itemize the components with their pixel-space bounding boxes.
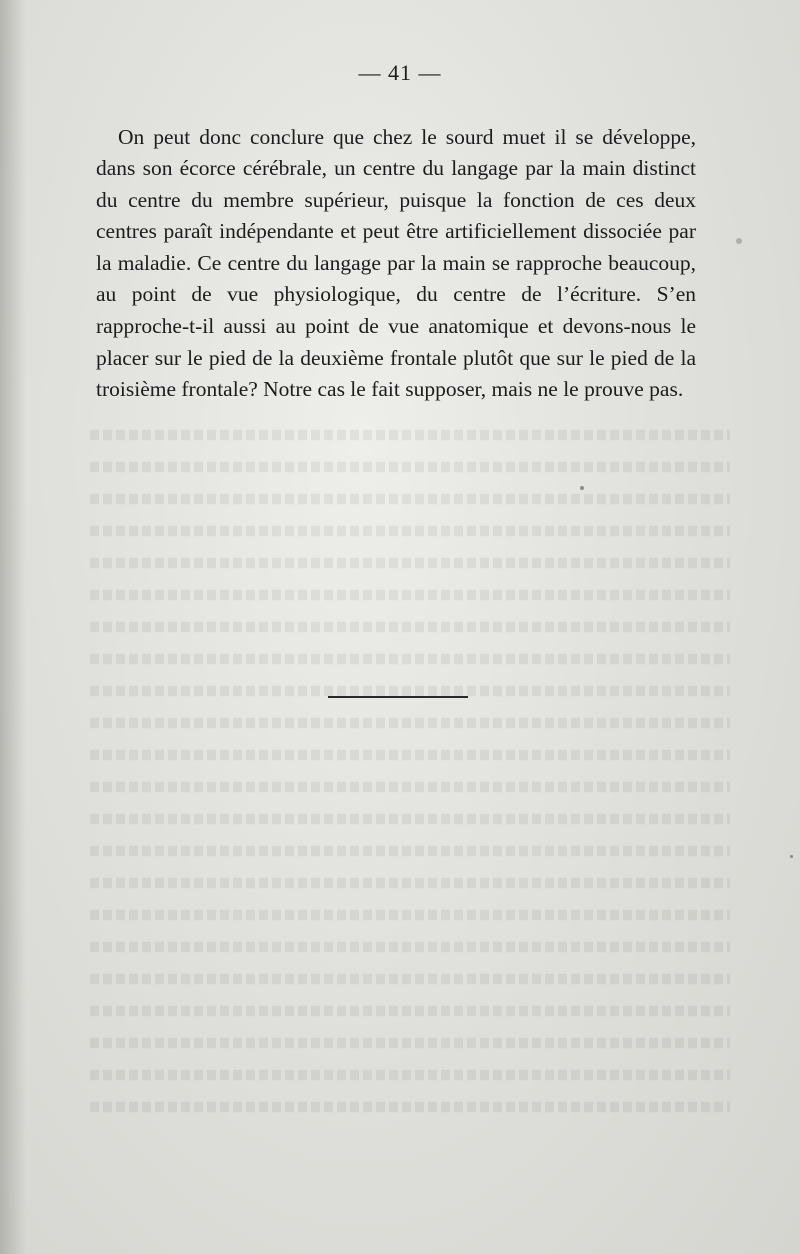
ink-speck <box>580 486 584 490</box>
body-paragraph: On peut donc conclure que chez le sourd muet il se développe, dans son écorce cérébrale, un centre du langage par la main distinct du centre du membre supérieur, puisque la fonction de ces deux centres paraît indépendante et peut être artificiellement dissociée par la maladie. Ce centre du langage par la main se rapproche beaucoup, au point de vue physiologique, du centre de l’écriture. S’en rapproche-t-il aussi au point de vue anatomique et devons-nous le placer sur le pied de la deuxième frontale plutôt que sur le pied de la troisième frontale? Notre cas le fait supposer, mais ne le prouve pas. <box>96 124 696 402</box>
page-gutter-shadow <box>0 0 26 1254</box>
ink-speck <box>736 238 742 244</box>
page-number: — 41 — <box>358 60 442 85</box>
ink-speck <box>790 855 793 858</box>
end-rule <box>328 696 468 698</box>
show-through-texture <box>90 420 730 1180</box>
